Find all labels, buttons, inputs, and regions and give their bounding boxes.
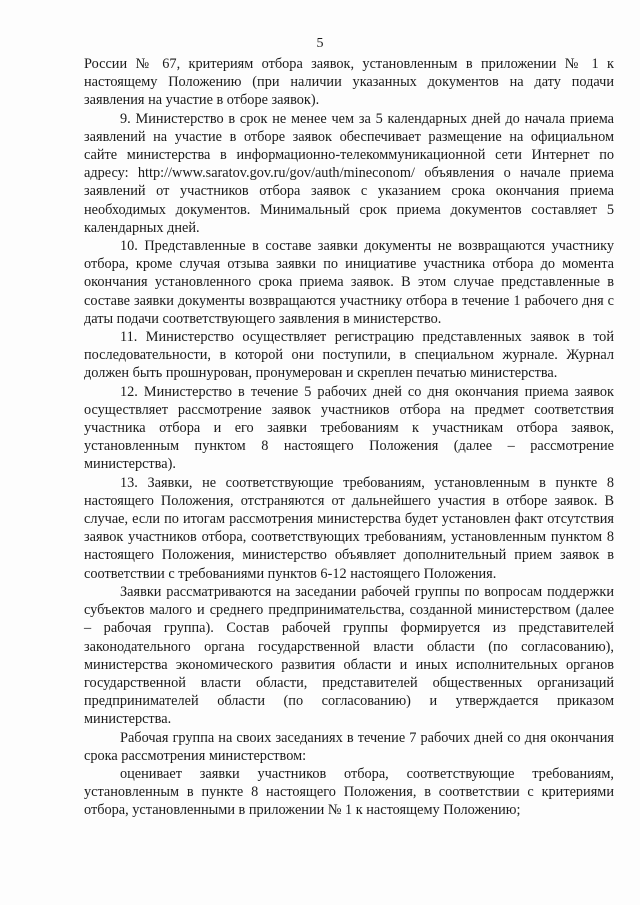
paragraph-item-9: 9. Министерство в срок не менее чем за 5 календарных дней до начала приема заявлений на участие в отборе заявок обеспечивает размещение на официальном сайте министерства в информационно-телекоммуникационной сети Интернет по адресу: http://www.saratov.gov.ru/gov/auth/mineconom/ объявления о начале приема заявлений от участников отбора заявок с указанием срока окончания приема необходимых документов. Минимальный срок приема документов составляет 5 календарных дней. [84, 110, 614, 236]
paragraph-continuation: России № 67, критериям отбора заявок, установленным в приложении № 1 к настоящему Положению (при наличии указанных документов на дату подачи заявления на участие в отборе заявок). [84, 56, 614, 109]
paragraph-item-13: 13. Заявки, не соответствующие требованиям, установленным в пункте 8 настоящего Положения, отстраняются от дальнейшего участия в отборе заявок. В случае, если по итогам рассмотрения министерства будет установлен факт отсутствия заявок участников отбора, соответствующих требованиям, установленным пунктом 8 настоящего Положения, министерство объявляет дополнительный прием заявок в соответствии с требованиями пунктов 6-12 настоящего Положения. [84, 474, 614, 582]
paragraph-working-group-duties: Рабочая группа на своих заседаниях в течение 7 рабочих дней со дня окончания срока рассмотрения министерством: [84, 729, 614, 764]
document-body [84, 55, 614, 820]
paragraph-item-10: 10. Представленные в составе заявки документы не возвращаются участнику отбора, кроме случая отзыва заявки по инициативе участника отбора до момента окончания установленного срока приема заявок. В этом случае представленные в составе заявки документы возвращаются участнику отбора в течение 1 рабочего дня с даты подачи соответствующего заявления в министерство. [84, 238, 614, 327]
paragraph-evaluates-applications: оценивает заявки участников отбора, соответствующие требованиям, установленным в пункте 8 настоящего Положения, в соответствии с критериями отбора, установленными в приложении № 1 к настоящему Положению; [84, 765, 614, 819]
page-number: 5 [316, 36, 324, 51]
paragraph-item-11: 11. Министерство осуществляет регистрацию представленных заявок в той последовательности, в которой они поступили, в специальном журнале. Журнал должен быть прошнурован, пронумерован и скреплен печатью министерства. [84, 329, 614, 382]
paragraph-working-group: Заявки рассматриваются на заседании рабочей группы по вопросам поддержки субъектов малого и среднего предпринимательства, созданной министерством (далее – рабочая группа). Состав рабочей группы формируется из представителей законодательного органа государственной власти области (по согласованию), министерства экономического развития области и иных исполнительных органов государственной власти области, представителей общественных организаций предпринимателей области (по согласованию) и утверждается приказом министерства. [84, 583, 614, 728]
paragraph-item-12: 12. Министерство в течение 5 рабочих дней со дня окончания приема заявок осуществляет рассмотрение заявок участников отбора на предмет соответствия участника отбора и его заявки требованиям к участникам отбора заявок, установленным пунктом 8 настоящего Положения (далее – рассмотрение министерства). [84, 383, 614, 473]
